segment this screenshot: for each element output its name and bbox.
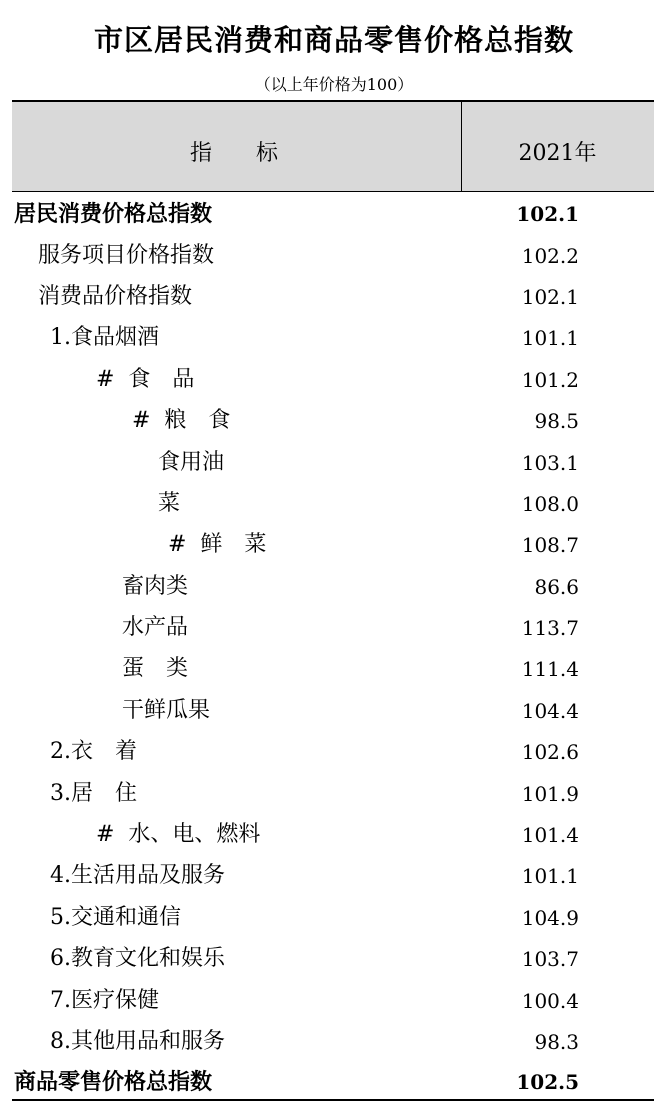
table-row xyxy=(12,737,654,767)
table-row xyxy=(12,572,654,602)
table-row xyxy=(12,365,654,395)
row-label: # 水、电、燃料 xyxy=(96,822,261,847)
row-label: 5.交通和通信 xyxy=(50,905,181,930)
row-label: 8.其他用品和服务 xyxy=(50,1029,225,1054)
row-value: 101.4 xyxy=(521,823,579,847)
table-row xyxy=(12,779,654,809)
row-value: 102.2 xyxy=(521,244,579,268)
row-label: 食用油 xyxy=(158,450,225,475)
table-row xyxy=(12,986,654,1016)
row-label: 蛋 类 xyxy=(122,656,189,681)
table-row xyxy=(12,1027,654,1057)
table-row xyxy=(12,861,654,891)
header-indicator: 指 标 xyxy=(190,141,279,166)
row-value: 103.1 xyxy=(521,451,579,475)
row-label: 3.居 住 xyxy=(50,781,137,806)
row-label: 消费品价格指数 xyxy=(38,284,193,309)
row-value: 98.5 xyxy=(534,409,579,433)
row-value: 102.6 xyxy=(521,740,579,764)
table-row xyxy=(12,489,654,519)
row-label: 2.衣 着 xyxy=(50,739,137,764)
table-row xyxy=(12,820,654,850)
table-row xyxy=(12,282,654,312)
row-label: 1.食品烟酒 xyxy=(50,325,159,350)
table-row xyxy=(12,944,654,974)
table-row xyxy=(12,241,654,271)
row-label: # 粮 食 xyxy=(132,408,231,433)
row-value: 104.9 xyxy=(521,906,579,930)
row-value: 102.5 xyxy=(516,1070,579,1094)
table-bottom-rule xyxy=(12,1099,654,1101)
table-row xyxy=(12,696,654,726)
row-value: 102.1 xyxy=(516,202,579,226)
table-row xyxy=(12,530,654,560)
row-value: 108.7 xyxy=(521,533,579,557)
table-row xyxy=(12,406,654,436)
table-row xyxy=(12,1067,654,1097)
row-value: 102.1 xyxy=(521,285,579,309)
row-value: 108.0 xyxy=(521,492,579,516)
table-row xyxy=(12,613,654,643)
row-value: 101.2 xyxy=(521,368,579,392)
row-value: 104.4 xyxy=(521,699,579,723)
table-row xyxy=(12,448,654,478)
row-value: 100.4 xyxy=(521,989,579,1013)
page-title: 市区居民消费和商品零售价格总指数 xyxy=(93,23,574,57)
page-subtitle: （以上年价格为100） xyxy=(254,75,414,94)
row-value: 98.3 xyxy=(534,1030,579,1054)
row-label: # 鲜 菜 xyxy=(168,532,267,557)
row-value: 111.4 xyxy=(521,657,579,681)
row-label: 服务项目价格指数 xyxy=(38,243,215,268)
row-label: 7.医疗保健 xyxy=(50,988,159,1013)
row-value: 101.1 xyxy=(521,326,579,350)
table-row xyxy=(12,199,654,229)
table-row xyxy=(12,323,654,353)
row-value: 101.1 xyxy=(521,864,579,888)
table-row xyxy=(12,903,654,933)
table-row xyxy=(12,654,654,684)
row-value: 113.7 xyxy=(521,616,579,640)
row-value: 103.7 xyxy=(521,947,579,971)
row-value: 86.6 xyxy=(534,575,579,599)
row-label: # 食 品 xyxy=(96,367,195,392)
row-label: 商品零售价格总指数 xyxy=(14,1069,213,1095)
row-label: 畜肉类 xyxy=(122,574,189,599)
row-label: 居民消费价格总指数 xyxy=(14,201,213,227)
row-value: 101.9 xyxy=(521,782,579,806)
row-label: 6.教育文化和娱乐 xyxy=(50,946,225,971)
header-year: 2021年 xyxy=(518,141,597,166)
row-label: 水产品 xyxy=(122,615,189,640)
row-label: 4.生活用品及服务 xyxy=(50,863,225,888)
row-label: 干鲜瓜果 xyxy=(122,698,211,723)
row-label: 菜 xyxy=(158,491,181,516)
